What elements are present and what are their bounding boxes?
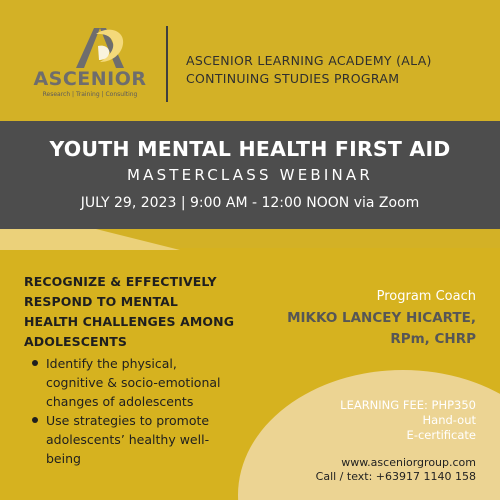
bullet-icon [32,360,38,366]
objectives-heading: RECOGNIZE & EFFECTIVELY RESPOND TO MENTAL HEALTH CHALLENGES AMONG ADOLESCENTS [24,274,235,349]
list-item [24,354,236,411]
brand-tagline: Research | Training | Consulting [42,91,138,98]
list-item [24,411,236,468]
contact-phone: Call / text: +63917 1140 158 [315,470,476,483]
coach-section [250,288,476,350]
program-name: CONTINUING STUDIES PROGRAM [186,71,400,86]
ascenior-logo-icon [70,22,130,72]
objective-text: Identify the physical, cognitive & socio-emotional changes of adolescents [46,356,221,409]
contact-section [250,456,476,484]
coach-label: Program Coach [376,289,476,304]
objective-text: Use strategies to promote adolescents’ healthy well-being [46,413,210,466]
organization-name: ASCENIOR LEARNING ACADEMY (ALA) [186,53,432,68]
course-subtitle: MASTERCLASS WEBINAR [126,166,373,184]
bullet-icon [32,417,38,423]
website-link[interactable]: www.asceniorgroup.com [341,456,476,469]
fee-section [250,398,476,443]
coach-credentials: RPm, CHRP [390,331,476,347]
course-schedule: JULY 29, 2023 | 9:00 AM - 12:00 NOON via Zoom [80,195,420,211]
objectives-section [24,272,236,468]
course-title: YOUTH MENTAL HEALTH FIRST AID [49,137,451,161]
objectives-list [24,354,236,468]
ascenior-logo [30,22,150,102]
accent-triangle [0,228,500,250]
header-divider [166,26,168,102]
brand-name: ASCENIOR [33,68,147,90]
coach-name: MIKKO LANCEY HICARTE, [287,310,476,326]
fee-inclusion-certificate: E-certificate [406,428,476,442]
learning-fee: LEARNING FEE: PHP350 [340,398,476,412]
fee-inclusion-handout: Hand-out [422,413,476,427]
